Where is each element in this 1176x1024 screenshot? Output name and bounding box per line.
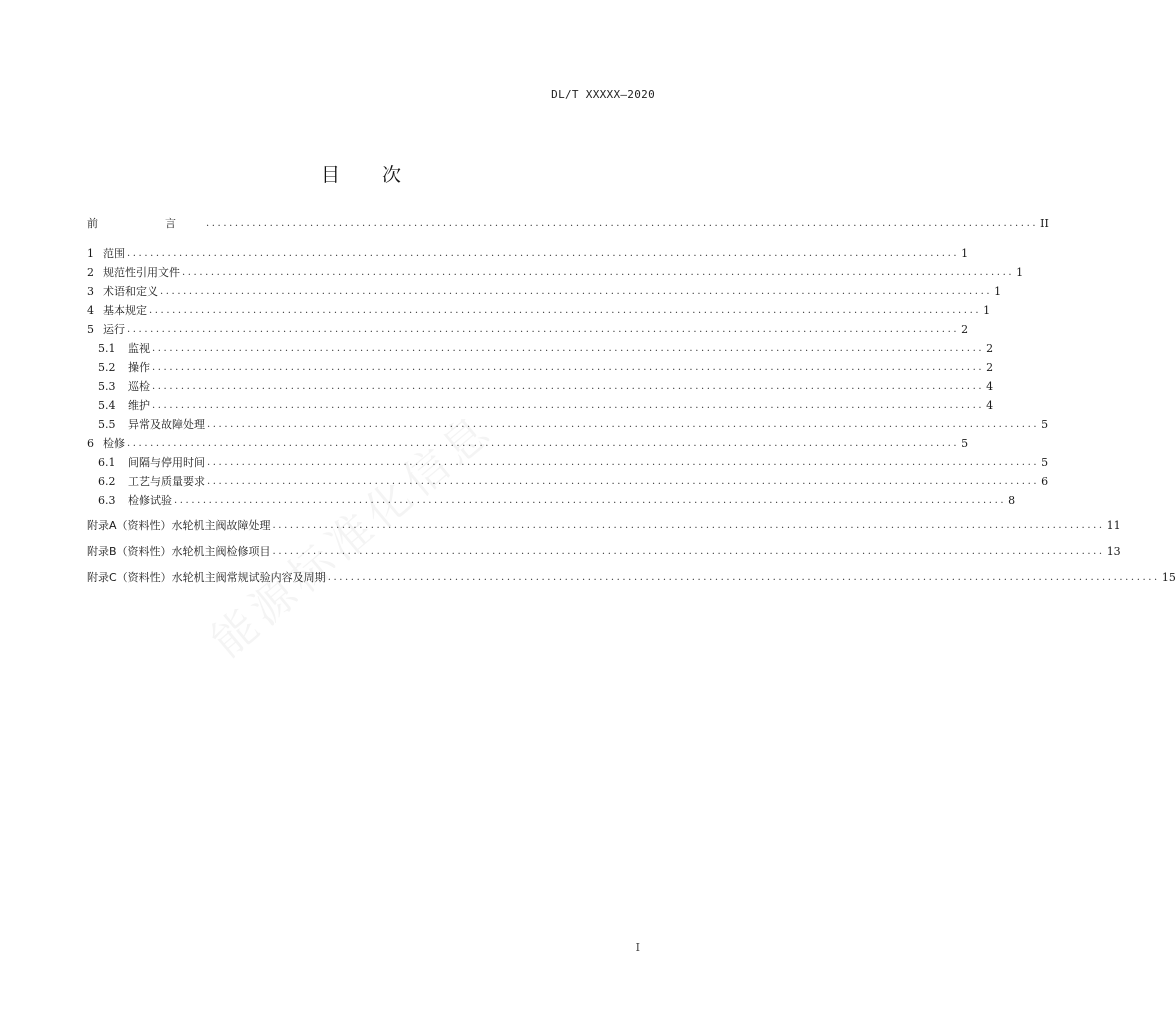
toc-entry-label: 检修试验 bbox=[128, 494, 172, 507]
toc-entry-1[interactable] bbox=[87, 246, 969, 262]
dot-leader: ................................................................................................................................................ bbox=[152, 381, 985, 392]
dot-leader: ................................................................................................................................................ bbox=[160, 286, 993, 297]
toc-entry-label: 术语和定义 bbox=[103, 285, 158, 298]
toc-title bbox=[0, 160, 724, 187]
toc-entry-label: 异常及故障处理 bbox=[128, 418, 205, 431]
toc-entry-4[interactable] bbox=[87, 303, 991, 319]
toc-entry-page: 1 bbox=[983, 304, 991, 317]
toc-entry-number: 5.3 bbox=[98, 380, 116, 393]
toc-entry-appendix-b[interactable] bbox=[87, 544, 1121, 560]
toc-entry-page: 11 bbox=[1106, 519, 1121, 532]
toc-entry-number: 4 bbox=[87, 304, 94, 317]
toc-entry-page: II bbox=[1040, 217, 1049, 230]
toc-entry-2[interactable] bbox=[87, 265, 1024, 281]
toc-entry-5-4[interactable] bbox=[98, 398, 994, 414]
toc-entry-number: 5.2 bbox=[98, 361, 116, 374]
toc-entry-label: 工艺与质量要求 bbox=[128, 475, 205, 488]
toc-entry-page: 5 bbox=[961, 437, 969, 450]
toc-entry-appendix-c[interactable] bbox=[87, 570, 1176, 586]
toc-entry-number: 6.2 bbox=[98, 475, 116, 488]
toc-entry-label: 附录A（资料性）水轮机主阀故障处理 bbox=[87, 519, 271, 532]
toc-entry-appendix-a[interactable] bbox=[87, 518, 1121, 534]
toc-entry-5-2[interactable] bbox=[98, 360, 994, 376]
dot-leader: ................................................................................................................................................ bbox=[207, 457, 1040, 468]
dot-leader: ................................................................................................................................................ bbox=[272, 520, 1105, 531]
dot-leader: ................................................................................................................................................ bbox=[182, 267, 1015, 278]
toc-entry-page: 1 bbox=[961, 247, 969, 260]
toc-entry-label: 附录B（资料性）水轮机主阀检修项目 bbox=[87, 545, 271, 558]
toc-entry-number: 1 bbox=[87, 247, 94, 260]
toc-entry-5-5[interactable] bbox=[98, 417, 1049, 433]
toc-entry-page: 5 bbox=[1041, 456, 1049, 469]
dot-leader: ................................................................................................................................................ bbox=[327, 572, 1160, 583]
toc-entry-page: 1 bbox=[994, 285, 1002, 298]
dot-leader: ................................................................................................................................................ bbox=[206, 218, 1039, 229]
toc-entry-page: 2 bbox=[986, 342, 994, 355]
toc-entry-page: 2 bbox=[986, 361, 994, 374]
toc-entry-number: 3 bbox=[87, 285, 94, 298]
toc-entry-6-1[interactable] bbox=[98, 455, 1049, 471]
toc-entry-page: 5 bbox=[1041, 418, 1049, 431]
toc-entry-number: 5.1 bbox=[98, 342, 116, 355]
toc-entry-number: 6.3 bbox=[98, 494, 116, 507]
dot-leader: ................................................................................................................................................ bbox=[152, 400, 985, 411]
document-code: DL/T XXXXX—2020 bbox=[551, 88, 655, 101]
dot-leader: ................................................................................................................................................ bbox=[174, 495, 1007, 506]
toc-entry-label: 附录C（资料性）水轮机主阀常规试验内容及周期 bbox=[87, 571, 326, 584]
toc-title-char-1: 目 bbox=[320, 164, 342, 186]
toc-entry-label: 间隔与停用时间 bbox=[128, 456, 205, 469]
dot-leader: ................................................................................................................................................ bbox=[207, 419, 1040, 430]
toc-entry-page: 4 bbox=[986, 399, 994, 412]
toc-entry-number: 2 bbox=[87, 266, 94, 279]
toc-entry-page: 1 bbox=[1016, 266, 1024, 279]
toc-entry-number: 5 bbox=[87, 323, 94, 336]
toc-entry-page: 6 bbox=[1041, 475, 1049, 488]
toc-entry-5[interactable] bbox=[87, 322, 969, 338]
dot-leader: ................................................................................................................................................ bbox=[127, 438, 960, 449]
toc-entry-page: 13 bbox=[1106, 545, 1121, 558]
toc-entry-label: 监视 bbox=[128, 342, 150, 355]
toc-entry-6[interactable] bbox=[87, 436, 969, 452]
dot-leader: ................................................................................................................................................ bbox=[272, 546, 1105, 557]
toc-entry-foreword[interactable] bbox=[87, 216, 1049, 232]
toc-entry-label: 操作 bbox=[128, 361, 150, 374]
toc-entry-number: 6 bbox=[87, 437, 94, 450]
dot-leader: ................................................................................................................................................ bbox=[127, 248, 960, 259]
toc-entry-label: 检修 bbox=[103, 437, 125, 450]
toc-entry-label: 基本规定 bbox=[103, 304, 147, 317]
toc-entry-6-2[interactable] bbox=[98, 474, 1049, 490]
toc-entry-5-3[interactable] bbox=[98, 379, 994, 395]
toc-entry-6-3[interactable] bbox=[98, 493, 1016, 509]
toc-entry-label: 巡检 bbox=[128, 380, 150, 393]
dot-leader: ................................................................................................................................................ bbox=[207, 476, 1040, 487]
toc-entry-label: 范围 bbox=[103, 247, 125, 260]
dot-leader: ................................................................................................................................................ bbox=[149, 305, 982, 316]
toc-entry-label: 维护 bbox=[128, 399, 150, 412]
toc-entry-5-1[interactable] bbox=[98, 341, 994, 357]
toc-entry-label: 前 言 bbox=[87, 217, 204, 230]
page-number: I bbox=[635, 941, 640, 954]
toc-entry-label: 运行 bbox=[103, 323, 125, 336]
toc-entry-label: 规范性引用文件 bbox=[103, 266, 180, 279]
toc-entry-number: 5.5 bbox=[98, 418, 116, 431]
toc-entry-number: 6.1 bbox=[98, 456, 116, 469]
toc-entry-page: 2 bbox=[961, 323, 969, 336]
toc-title-char-2: 次 bbox=[382, 164, 404, 186]
toc-entry-page: 15 bbox=[1161, 571, 1176, 584]
toc-entry-3[interactable] bbox=[87, 284, 1002, 300]
dot-leader: ................................................................................................................................................ bbox=[152, 362, 985, 373]
toc-entry-page: 4 bbox=[986, 380, 994, 393]
dot-leader: ................................................................................................................................................ bbox=[127, 324, 960, 335]
toc-entry-number: 5.4 bbox=[98, 399, 116, 412]
toc-entry-page: 8 bbox=[1008, 494, 1016, 507]
dot-leader: ................................................................................................................................................ bbox=[152, 343, 985, 354]
